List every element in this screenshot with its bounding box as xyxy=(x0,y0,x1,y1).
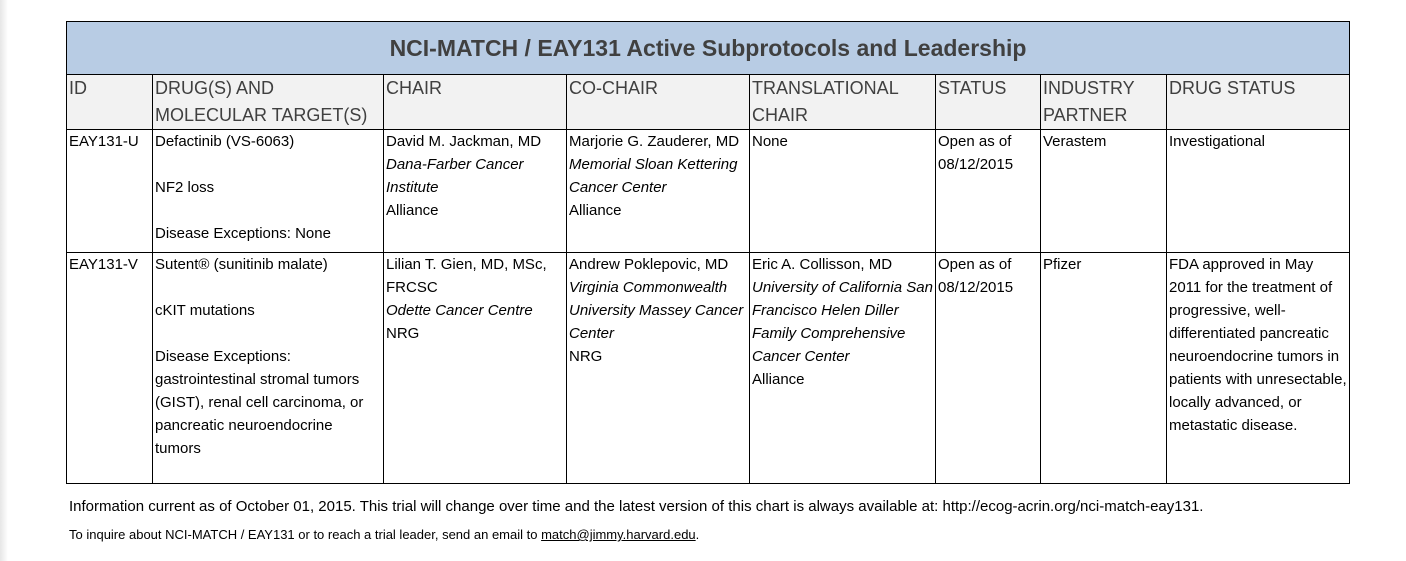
contact-email-link[interactable]: match@jimmy.harvard.edu xyxy=(541,527,696,542)
cell-status: Open as of 08/12/2015 xyxy=(936,253,1041,484)
chair-name: Lilian T. Gien, MD, MSc, FRCSC xyxy=(386,256,547,296)
cell-industry-partner: Verastem xyxy=(1041,130,1167,253)
cochair-group: Alliance xyxy=(569,202,622,219)
cell-chair xyxy=(384,130,567,253)
header-drug-status: DRUG STATUS xyxy=(1167,75,1350,130)
translational-chair-institution: University of California San Francisco Helen Diller Family Comprehensive Cancer Center xyxy=(752,279,933,365)
header-chair: CHAIR xyxy=(384,75,567,130)
cochair-group: NRG xyxy=(569,348,603,365)
chair-group: NRG xyxy=(386,325,420,342)
header-translational-chair: TRANSLATIONAL CHAIR xyxy=(750,75,936,130)
contact-suffix: . xyxy=(695,527,700,542)
cell-chair xyxy=(384,253,567,484)
cell-translational-chair xyxy=(750,253,936,484)
cell-drug-status: FDA approved in May 2011 for the treatment of progressive, well-differentiated pancreatic neuroendocrine tumors in patients with unresectable, locally advanced, or metastatic disease. xyxy=(1167,253,1350,484)
cell-drugs xyxy=(153,253,384,484)
table-row xyxy=(67,253,1350,484)
disease-exceptions: Disease Exceptions: None xyxy=(155,225,331,242)
header-cochair: CO-CHAIR xyxy=(567,75,750,130)
cell-drug-status: Investigational xyxy=(1167,130,1350,253)
disease-exceptions: Disease Exceptions: gastrointestinal stromal tumors (GIST), renal cell carcinoma, or pancreatic neuroendocrine tumors xyxy=(155,348,364,457)
table-row xyxy=(67,130,1350,253)
cell-cochair xyxy=(567,253,750,484)
drug-name: Defactinib (VS-6063) xyxy=(155,133,295,150)
cell-id: EAY131-V xyxy=(67,253,153,484)
cell-translational-chair: None xyxy=(750,130,936,253)
footnote-info-current: Information current as of October 01, 2015. This trial will change over time and the latest version of this chart is always available at: http://ecog-acrin.org/nci-match-eay131. xyxy=(69,498,1204,515)
header-industry-partner: INDUSTRY PARTNER xyxy=(1041,75,1167,130)
chair-name: David M. Jackman, MD xyxy=(386,133,542,150)
cell-id: EAY131-U xyxy=(67,130,153,253)
molecular-target: cKIT mutations xyxy=(155,302,255,319)
chair-group: Alliance xyxy=(386,202,439,219)
header-drugs: DRUG(S) AND MOLECULAR TARGET(S) xyxy=(153,75,384,130)
cell-status: Open as of 08/12/2015 xyxy=(936,130,1041,253)
drug-name: Sutent® (sunitinib malate) xyxy=(155,256,328,273)
cochair-institution: Memorial Sloan Kettering Cancer Center xyxy=(569,156,738,196)
cell-cochair xyxy=(567,130,750,253)
translational-chair-group: Alliance xyxy=(752,371,805,388)
cochair-name: Andrew Poklepovic, MD xyxy=(569,256,729,273)
cochair-name: Marjorie G. Zauderer, MD xyxy=(569,133,740,150)
page-edge xyxy=(0,0,8,561)
subprotocol-table xyxy=(66,21,1350,484)
contact-line xyxy=(69,525,699,545)
molecular-target: NF2 loss xyxy=(155,179,215,196)
table-header-row xyxy=(67,75,1350,130)
translational-chair-name: Eric A. Collisson, MD xyxy=(752,256,893,273)
subprotocol-table-container xyxy=(66,21,1349,484)
chair-institution: Dana-Farber Cancer Institute xyxy=(386,156,524,196)
header-id: ID xyxy=(67,75,153,130)
header-status: STATUS xyxy=(936,75,1041,130)
cochair-institution: Virginia Commonwealth University Massey Cancer Center xyxy=(569,279,744,342)
table-title: NCI-MATCH / EAY131 Active Subprotocols and Leadership xyxy=(67,22,1350,75)
contact-text: To inquire about NCI-MATCH / EAY131 or to reach a trial leader, send an email to xyxy=(69,527,542,542)
cell-industry-partner: Pfizer xyxy=(1041,253,1167,484)
cell-drugs xyxy=(153,130,384,253)
chair-institution: Odette Cancer Centre xyxy=(386,302,533,319)
